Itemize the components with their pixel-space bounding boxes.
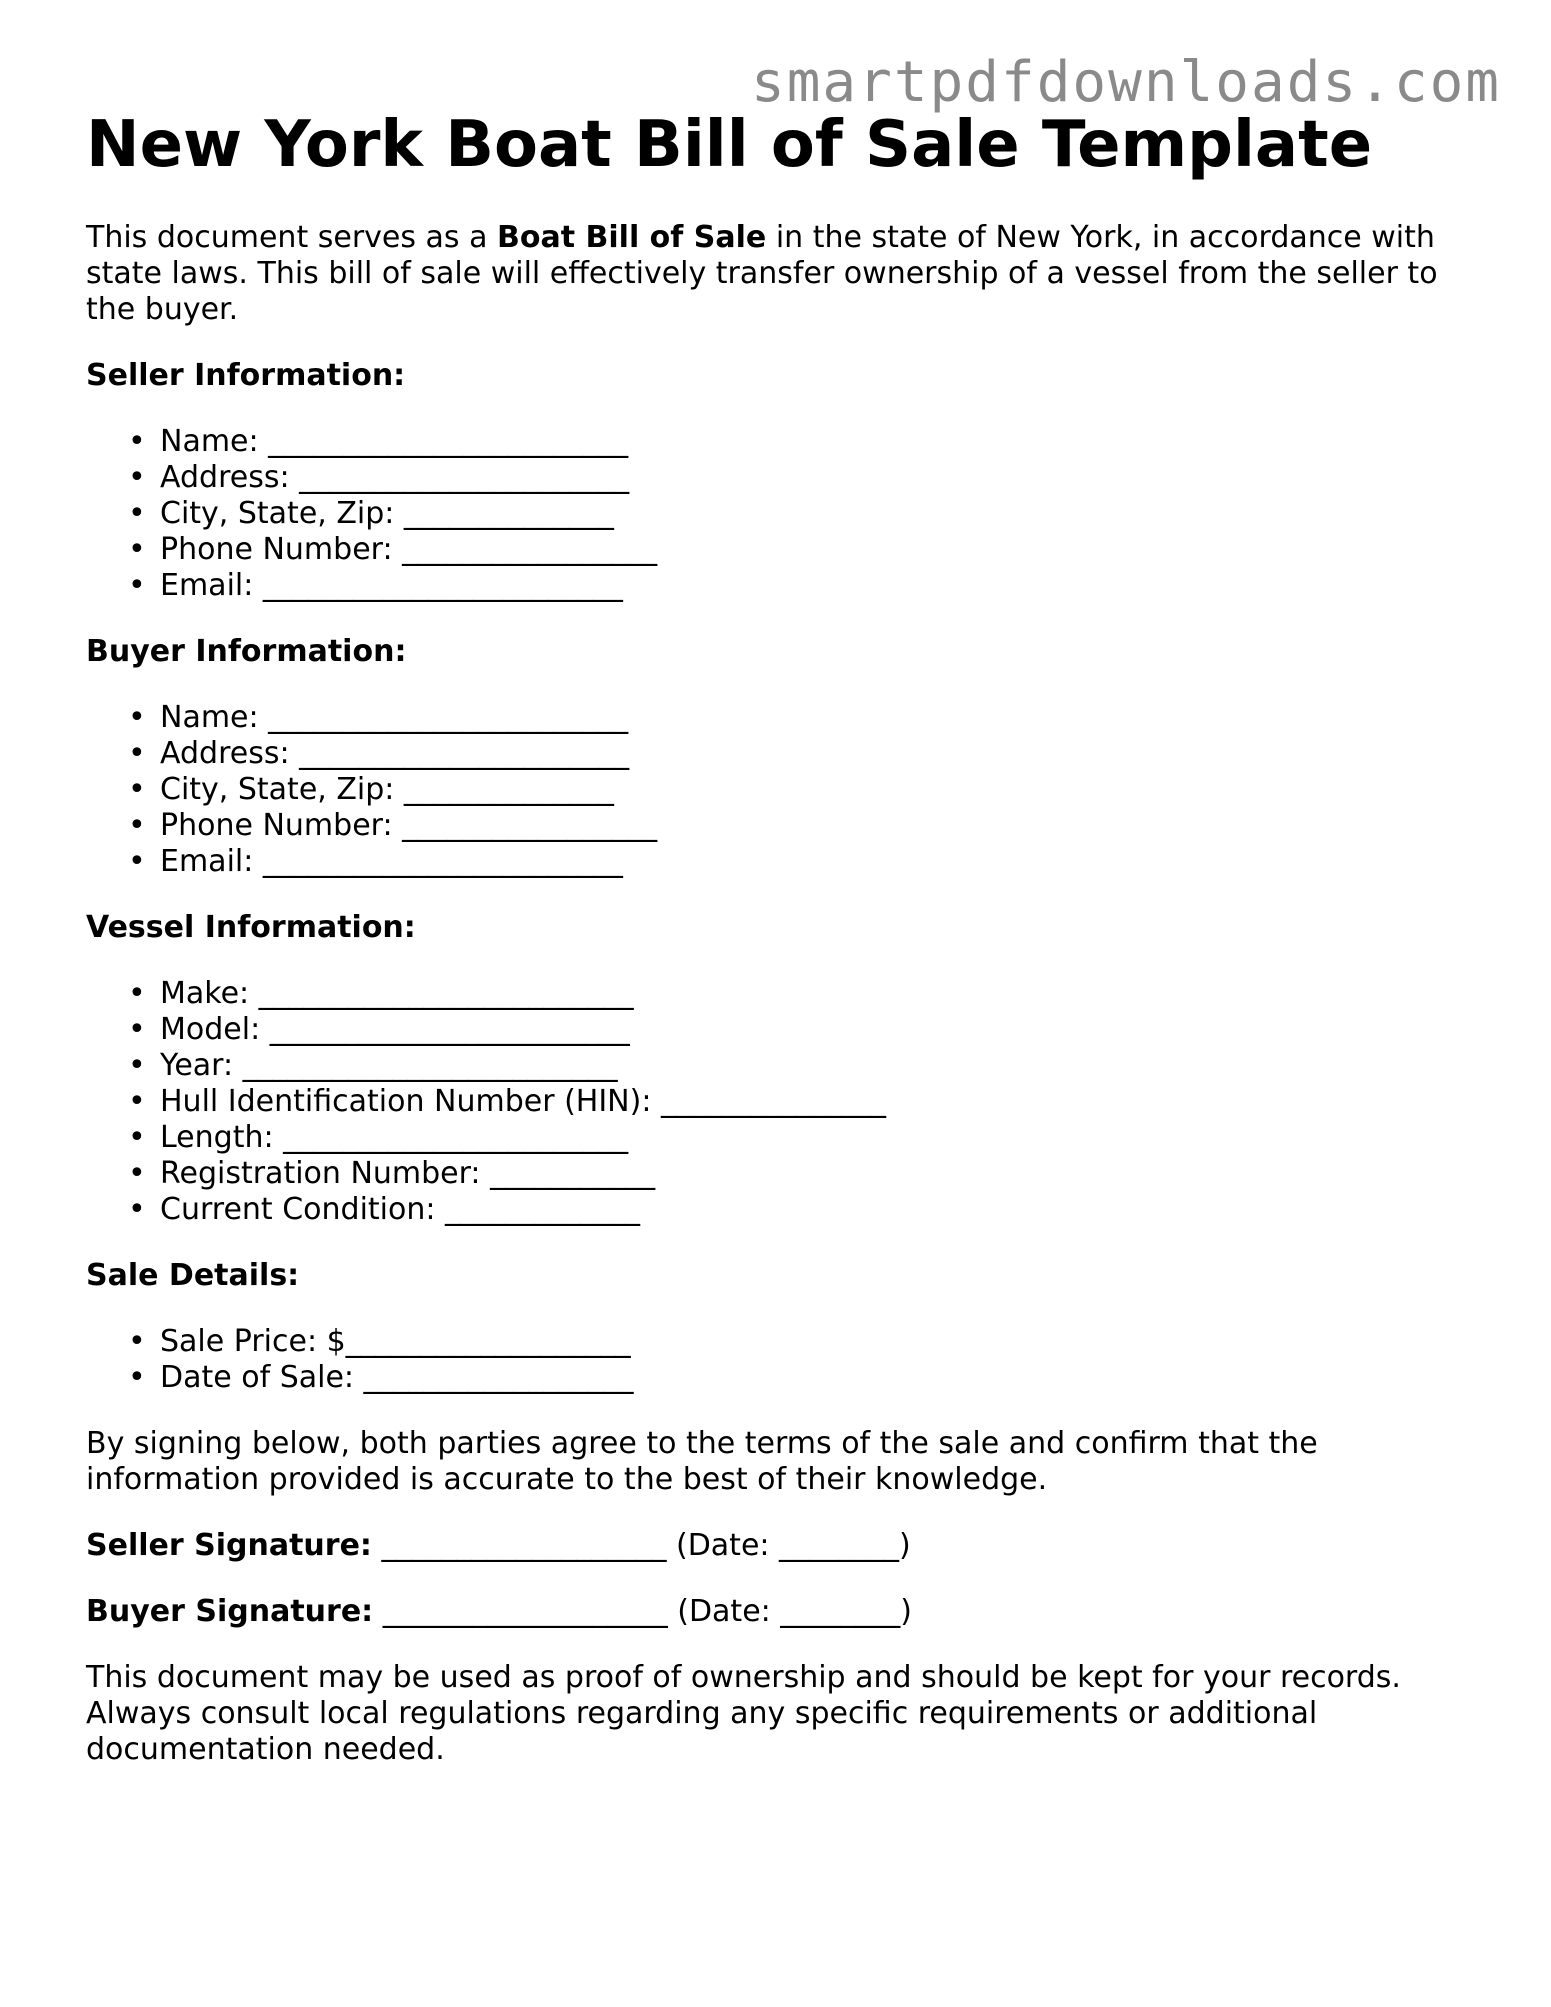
field-text: City, State, Zip: ______________	[160, 496, 614, 531]
buyer-fields	[86, 700, 1466, 880]
buyer-address-field[interactable]	[128, 736, 1466, 772]
bullet-icon: •	[128, 700, 146, 735]
sale-price-field[interactable]	[128, 1324, 1466, 1360]
bullet-icon: •	[128, 532, 146, 567]
vessel-heading: Vessel Information:	[86, 910, 416, 945]
vessel-registration-field[interactable]	[128, 1156, 1466, 1192]
field-text: Make: _________________________	[160, 976, 634, 1011]
bullet-icon: •	[128, 736, 146, 771]
intro-text-after: in the state of New York, in accordance with state laws. This bill of sale will effectively transfer ownership of a vessel from the seller to the buyer.	[86, 220, 1438, 327]
field-text: Name: ________________________	[160, 424, 629, 459]
intro-paragraph	[86, 220, 1466, 328]
agreement-paragraph: By signing below, both parties agree to the terms of the sale and confirm that the information provided is accurate to the best of their knowledge.	[86, 1426, 1318, 1497]
vessel-fields	[86, 976, 1466, 1228]
seller-phone-field[interactable]	[128, 532, 1466, 568]
seller-heading: Seller Information:	[86, 358, 406, 393]
bullet-icon: •	[128, 1360, 146, 1395]
vessel-model-field[interactable]	[128, 1012, 1466, 1048]
bullet-icon: •	[128, 808, 146, 843]
intro-bold-term: Boat Bill of Sale	[497, 220, 767, 255]
field-text: Email: ________________________	[160, 844, 623, 879]
vessel-hin-field[interactable]	[128, 1084, 1466, 1120]
field-text: Length: _______________________	[160, 1120, 629, 1155]
vessel-length-field[interactable]	[128, 1120, 1466, 1156]
field-text: Sale Price: $___________________	[160, 1324, 631, 1359]
field-text: Current Condition: _____________	[160, 1192, 641, 1227]
seller-signature-label: Seller Signature:	[86, 1528, 372, 1563]
sale-fields	[86, 1324, 1466, 1396]
buyer-email-field[interactable]	[128, 844, 1466, 880]
bullet-icon: •	[128, 1084, 146, 1119]
bullet-icon: •	[128, 1192, 146, 1227]
sale-heading: Sale Details:	[86, 1258, 300, 1293]
buyer-heading: Buyer Information:	[86, 634, 407, 669]
vessel-make-field[interactable]	[128, 976, 1466, 1012]
seller-name-field[interactable]	[128, 424, 1466, 460]
field-text: Hull Identification Number (HIN): _______________	[160, 1084, 886, 1119]
intro-text-before: This document serves as a	[86, 220, 498, 255]
buyer-signature-label: Buyer Signature:	[86, 1594, 374, 1629]
field-text: Date of Sale: __________________	[160, 1360, 634, 1395]
seller-email-field[interactable]	[128, 568, 1466, 604]
bullet-icon: •	[128, 1048, 146, 1083]
bullet-icon: •	[128, 424, 146, 459]
bullet-icon: •	[128, 1120, 146, 1155]
vessel-condition-field[interactable]	[128, 1192, 1466, 1228]
bullet-icon: •	[128, 1012, 146, 1047]
field-text: Model: ________________________	[160, 1012, 630, 1047]
seller-address-field[interactable]	[128, 460, 1466, 496]
seller-signature-blank: ___________________ (Date: ________)	[371, 1528, 911, 1563]
field-text: Phone Number: _________________	[160, 808, 658, 843]
seller-city-state-zip-field[interactable]	[128, 496, 1466, 532]
bullet-icon: •	[128, 460, 146, 495]
sale-date-field[interactable]	[128, 1360, 1466, 1396]
bullet-icon: •	[128, 1156, 146, 1191]
field-text: Address: ______________________	[160, 736, 630, 771]
field-text: Phone Number: _________________	[160, 532, 658, 567]
field-text: City, State, Zip: ______________	[160, 772, 614, 807]
bullet-icon: •	[128, 568, 146, 603]
bullet-icon: •	[128, 496, 146, 531]
bullet-icon: •	[128, 772, 146, 807]
buyer-signature-line[interactable]	[86, 1594, 1466, 1630]
page-title: New York Boat Bill of Sale Template	[86, 108, 1373, 182]
field-text: Name: ________________________	[160, 700, 629, 735]
vessel-year-field[interactable]	[128, 1048, 1466, 1084]
buyer-city-state-zip-field[interactable]	[128, 772, 1466, 808]
seller-signature-line[interactable]	[86, 1528, 1466, 1564]
field-text: Year: _________________________	[160, 1048, 618, 1083]
bullet-icon: •	[128, 844, 146, 879]
bullet-icon: •	[128, 1324, 146, 1359]
footer-paragraph: This document may be used as proof of ownership and should be kept for your records. Always consult local regulations regarding any specific requirements or additional documentation needed.	[86, 1660, 1401, 1767]
field-text: Email: ________________________	[160, 568, 623, 603]
bullet-icon: •	[128, 976, 146, 1011]
buyer-name-field[interactable]	[128, 700, 1466, 736]
seller-fields	[86, 424, 1466, 604]
document-body	[86, 220, 1466, 1798]
buyer-phone-field[interactable]	[128, 808, 1466, 844]
watermark: smartpdfdownloads.com	[750, 50, 1501, 115]
field-text: Registration Number: ___________	[160, 1156, 656, 1191]
buyer-signature-blank: ___________________ (Date: ________)	[373, 1594, 912, 1629]
field-text: Address: ______________________	[160, 460, 630, 495]
